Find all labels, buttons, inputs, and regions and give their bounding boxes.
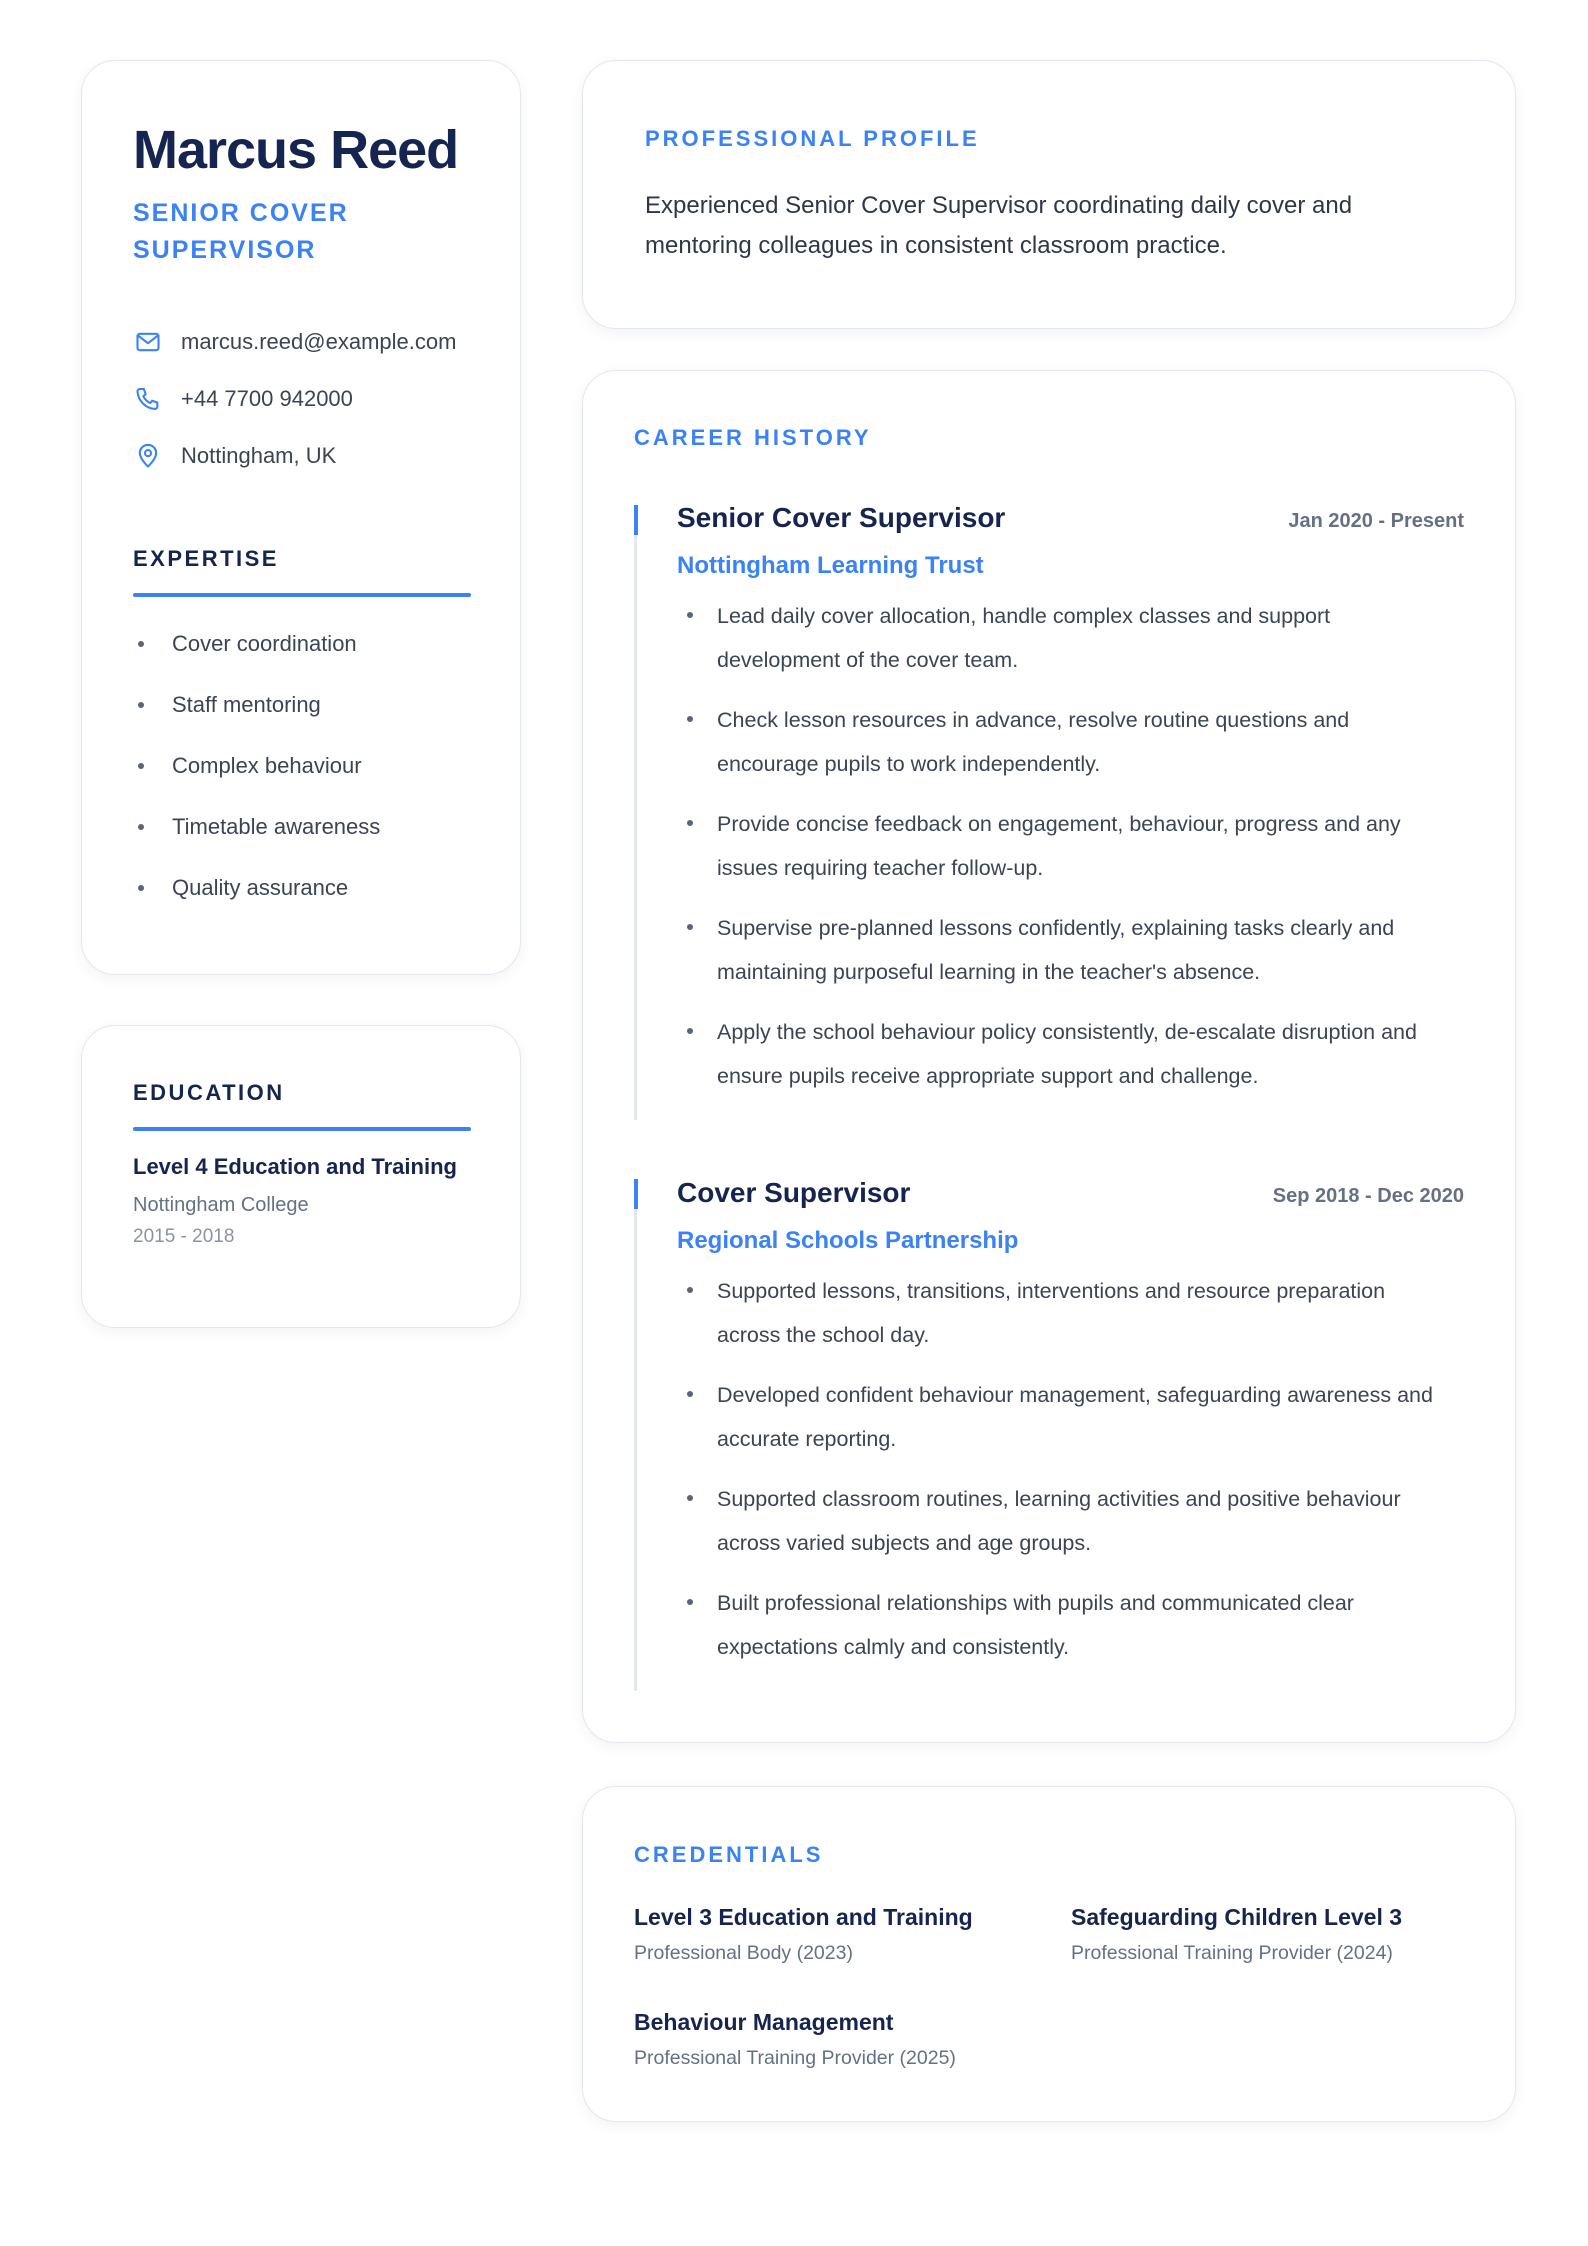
job-bullet — [687, 1010, 1447, 1098]
credentials-title: CREDENTIALS — [634, 1842, 824, 1867]
skill-item — [138, 688, 321, 722]
summary-title: PROFESSIONAL PROFILE — [645, 126, 980, 151]
job-dates: Sep 2018 - Dec 2020 — [1272, 1185, 1464, 1207]
job-bullet-text: Supported lessons, transitions, interventions and resource preparation across the school day. — [717, 1279, 1386, 1347]
mail-icon — [133, 327, 163, 357]
phone-icon — [133, 384, 163, 414]
credential-name: Behaviour Management — [634, 2009, 894, 2035]
profile-card — [81, 60, 521, 975]
job-timeline-line — [634, 1179, 637, 1691]
education-divider — [133, 1127, 471, 1131]
bullet-dot — [687, 1287, 693, 1293]
bullet-dot — [687, 820, 693, 826]
location-text: Nottingham, UK — [181, 443, 337, 468]
credential-issuer: Professional Training Provider (2025) — [634, 2047, 956, 2069]
job-timeline-marker — [634, 1179, 638, 1209]
career-title: CAREER HISTORY — [634, 425, 872, 450]
job-bullet — [687, 698, 1447, 786]
job-bullet-text: Developed confident behaviour management, safeguarding awareness and accurate reporting. — [717, 1383, 1433, 1451]
candidate-name: Marcus Reed — [133, 120, 459, 180]
job-bullet-text: Built professional relationships with pupils and communicated clear expectations calmly and consistently. — [717, 1591, 1354, 1659]
job-bullet — [687, 1269, 1447, 1357]
skill-item — [138, 871, 348, 905]
bullet-dot — [687, 1028, 693, 1034]
contact-location — [133, 439, 493, 473]
career-card — [582, 370, 1516, 1743]
bullet-dot — [687, 1495, 693, 1501]
skill-item — [138, 627, 357, 661]
skill-label: Staff mentoring — [172, 692, 321, 717]
skill-label: Quality assurance — [172, 875, 349, 900]
candidate-role: SENIOR COVER SUPERVISOR — [133, 199, 349, 264]
job-company: Nottingham Learning Trust — [677, 552, 984, 579]
job-dates: Jan 2020 - Present — [1288, 510, 1464, 532]
skill-label: Complex behaviour — [172, 753, 362, 778]
email-text: marcus.reed@example.com — [181, 329, 457, 354]
phone-text: +44 7700 942000 — [181, 386, 353, 411]
job-bullet — [687, 594, 1447, 682]
bullet-dot — [687, 924, 693, 930]
job-bullet — [687, 1373, 1447, 1461]
job-company: Regional Schools Partnership — [677, 1227, 1019, 1254]
expertise-divider — [133, 593, 471, 597]
education-years: 2015 - 2018 — [133, 1226, 235, 1247]
summary-text: Experienced Senior Cover Supervisor coordinating daily cover and mentoring colleagues in consistent classroom practice. — [645, 192, 1353, 259]
job-bullet-text: Apply the school behaviour policy consistently, de-escalate disruption and ensure pupils receive appropriate support and challenge. — [717, 1020, 1417, 1088]
job-timeline-line — [634, 505, 637, 1120]
job-bullet — [687, 1477, 1447, 1565]
education-card — [81, 1025, 521, 1328]
location-pin-icon — [133, 441, 163, 471]
education-degree: Level 4 Education and Training — [133, 1154, 457, 1179]
bullet-dot — [138, 763, 144, 769]
education-school: Nottingham College — [133, 1194, 309, 1216]
expertise-title: EXPERTISE — [133, 546, 279, 571]
skill-item — [138, 749, 362, 783]
bullet-dot — [138, 702, 144, 708]
bullet-dot — [687, 1599, 693, 1605]
bullet-dot — [687, 716, 693, 722]
skill-label: Timetable awareness — [172, 814, 381, 839]
job-bullet-text: Supervise pre-planned lessons confidently, explaining tasks clearly and maintaining purposeful learning in the teacher's absence. — [717, 916, 1395, 984]
job-bullet-text: Check lesson resources in advance, resolve routine questions and encourage pupils to work independently. — [717, 708, 1350, 776]
bullet-dot — [138, 885, 144, 891]
summary-card — [582, 60, 1516, 329]
contact-email[interactable] — [133, 325, 493, 359]
contact-phone[interactable] — [133, 382, 493, 416]
job-bullet — [687, 1581, 1447, 1669]
credential-issuer: Professional Training Provider (2024) — [1071, 1942, 1393, 1964]
credential-name: Level 3 Education and Training — [634, 1904, 973, 1930]
credentials-card — [582, 1786, 1516, 2122]
skill-item — [138, 810, 380, 844]
job-title: Senior Cover Supervisor — [677, 502, 1006, 533]
job-bullet-text: Supported classroom routines, learning activities and positive behaviour across varied subjects and age groups. — [717, 1487, 1401, 1555]
bullet-dot — [138, 641, 144, 647]
job-timeline-marker — [634, 505, 638, 535]
education-title: EDUCATION — [133, 1080, 285, 1105]
job-bullet-text: Lead daily cover allocation, handle complex classes and support development of the cover team. — [717, 604, 1331, 672]
job-title: Cover Supervisor — [677, 1177, 911, 1208]
credential-name: Safeguarding Children Level 3 — [1071, 1904, 1403, 1930]
job-bullet-text: Provide concise feedback on engagement, behaviour, progress and any issues requiring teacher follow-up. — [717, 812, 1401, 880]
bullet-dot — [687, 1391, 693, 1397]
job-bullet — [687, 906, 1447, 994]
job-bullet — [687, 802, 1447, 890]
bullet-dot — [138, 824, 144, 830]
credential-issuer: Professional Body (2023) — [634, 1942, 853, 1964]
skill-label: Cover coordination — [172, 631, 357, 656]
bullet-dot — [687, 612, 693, 618]
